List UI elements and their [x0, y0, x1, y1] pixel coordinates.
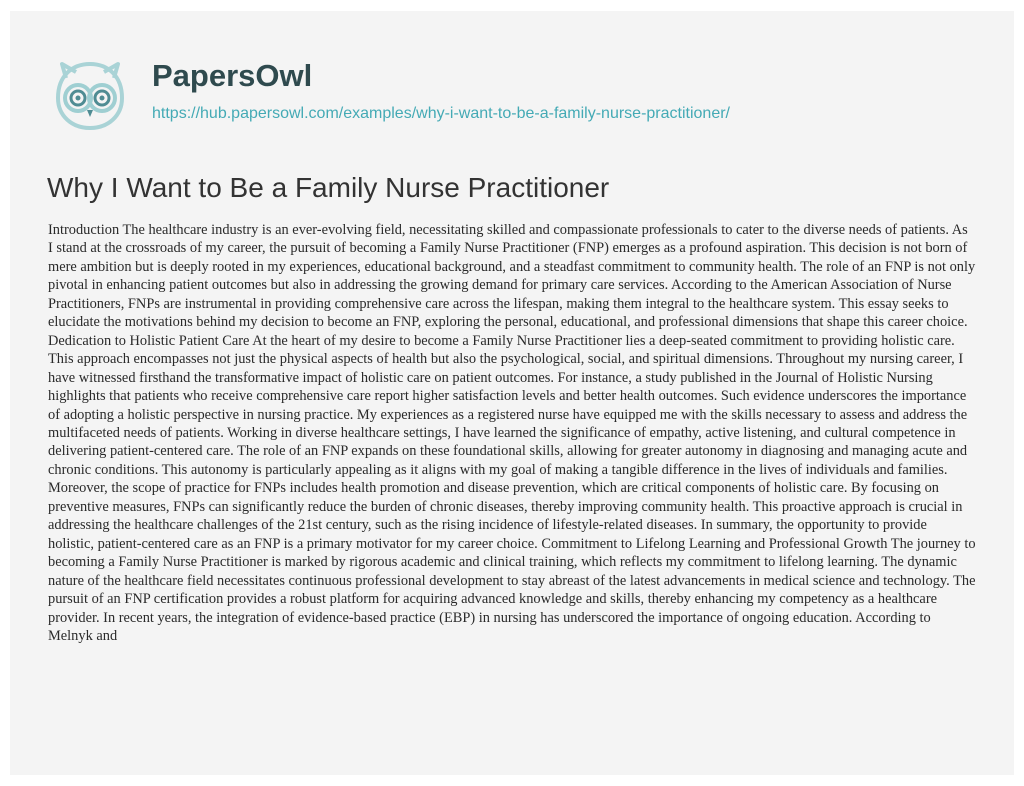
owl-logo-icon [48, 58, 132, 132]
brand-name: PapersOwl [152, 58, 313, 93]
page-header [48, 58, 988, 132]
essay-body: Introduction The healthcare industry is an ever-evolving field, necessitating skilled and compassionate professionals to cater to the diverse needs of patients. As I stand at the crossroads of my career, the pursuit of becoming a Family Nurse Practitioner (FNP) emerges as a profound aspiration. This decision is not born of mere ambition but is deeply rooted in my experiences, educational background, and a steadfast commitment to community health. The role of an FNP is not only pivotal in enhancing patient outcomes but also in addressing the growing demand for primary care services. According to the American Association of Nurse Practitioners, FNPs are instrumental in providing comprehensive care across the lifespan, making them integral to the healthcare system. This essay seeks to elucidate the motivations behind my decision to become an FNP, exploring the personal, educational, and professional dimensions that shape this career choice. Dedication to Holistic Patient Care At the heart of my desire to become a Family Nurse Practitioner lies a deep-seated commitment to providing holistic care. This approach encompasses not just the physical aspects of health but also the psychological, social, and spiritual dimensions. Throughout my nursing career, I have witnessed firsthand the transformative impact of holistic care on patient outcomes. For instance, a study published in the Journal of Holistic Nursing highlights that patients who receive comprehensive care report higher satisfaction levels and better health outcomes. Such evidence underscores the importance of adopting a holistic perspective in nursing practice. My experiences as a registered nurse have equipped me with the skills necessary to assess and address the multifaceted needs of patients. Working in diverse healthcare settings, I have learned the significance of empathy, active listening, and cultural competence in delivering patient-centered care. The role of an FNP expands on these foundational skills, allowing for greater autonomy in diagnosing and managing acute and chronic conditions. This autonomy is particularly appealing as it aligns with my goal of making a tangible difference in the lives of individuals and families. Moreover, the scope of practice for FNPs includes health promotion and disease prevention, which are critical components of holistic care. By focusing on preventive measures, FNPs can significantly reduce the burden of chronic diseases, thereby improving community health. This proactive approach is crucial in addressing the healthcare challenges of the 21st century, such as the rising incidence of lifestyle-related diseases. In summary, the opportunity to provide holistic, patient-centered care as an FNP is a primary motivator for my career choice. Commitment to Lifelong Learning and Professional Growth The journey to becoming a Family Nurse Practitioner is marked by rigorous academic and clinical training, which reflects my commitment to lifelong learning. The dynamic nature of the healthcare field necessitates continuous professional development to stay abreast of the latest advancements in medical science and technology. The pursuit of an FNP certification provides a robust platform for acquiring advanced knowledge and skills, thereby enhancing my competency as a healthcare provider. In recent years, the integration of evidence-based practice (EBP) in nursing has underscored the importance of ongoing education. According to Melnyk and [48, 222, 976, 644]
essay-title: Why I Want to Be a Family Nurse Practitioner [47, 172, 610, 203]
source-url-link[interactable]: https://hub.papersowl.com/examples/why-i-want-to-be-a-family-nurse-practitioner/ [152, 105, 730, 122]
